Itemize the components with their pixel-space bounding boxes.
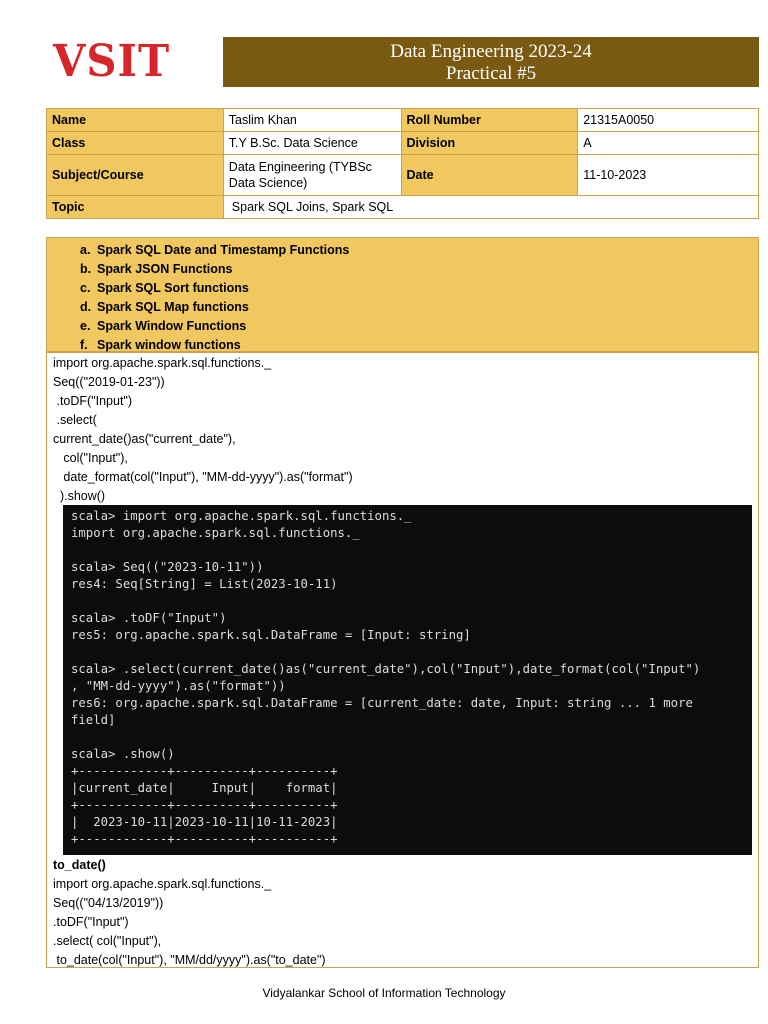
info-row — [47, 109, 759, 132]
topic-value: Spark SQL Joins, Spark SQL — [223, 196, 758, 219]
terminal-line: res4: Seq[String] = List(2023-10-11) — [71, 577, 338, 591]
terminal-line: res6: org.apache.spark.sql.DataFrame = [current_date: date, Input: string ... 1 more — [71, 696, 693, 710]
class-label: Class — [47, 132, 224, 155]
code-line: date_format(col("Input"), "MM-dd-yyyy").as("format") — [53, 470, 353, 484]
terminal-line: import org.apache.spark.sql.functions._ — [71, 526, 360, 540]
terminal-line: res5: org.apache.spark.sql.DataFrame = [Input: string] — [71, 628, 471, 642]
name-value: Taslim Khan — [223, 109, 401, 132]
topic-item: f. Spark window functions — [80, 338, 241, 352]
title-banner — [223, 37, 759, 87]
terminal-line: +------------+----------+----------+ — [71, 764, 338, 778]
vsit-logo: VSIT — [53, 36, 171, 87]
code-line: Seq(("2019-01-23")) — [53, 375, 165, 389]
page-footer: Vidyalankar School of Information Technology — [262, 986, 506, 1000]
topic-item: e. Spark Window Functions — [80, 319, 247, 333]
terminal-line: scala> .select(current_date()as("current_date"),col("Input"),date_format(col("Input") — [71, 662, 701, 676]
code-line: .toDF("Input") — [53, 915, 129, 929]
terminal-line: +------------+----------+----------+ — [71, 832, 338, 846]
subject-label: Subject/Course — [47, 155, 224, 196]
date-value: 11-10-2023 — [578, 155, 759, 196]
course-title: Data Engineering 2023-24 — [390, 41, 592, 62]
code-line: to_date(col("Input"), "MM/dd/yyyy").as("to_date") — [53, 953, 326, 967]
topics-list-box — [46, 237, 759, 352]
terminal-line: scala> Seq(("2023-10-11")) — [71, 560, 264, 574]
topic-item: c. Spark SQL Sort functions — [80, 281, 249, 295]
code-line: import org.apache.spark.sql.functions._ — [53, 356, 272, 370]
date-label: Date — [401, 155, 578, 196]
code-line: .toDF("Input") — [53, 394, 133, 408]
student-info-table — [46, 108, 759, 219]
roll-number-value: 21315A0050 — [578, 109, 759, 132]
terminal-line: scala> .toDF("Input") — [71, 611, 227, 625]
info-row — [47, 196, 759, 219]
name-label: Name — [47, 109, 224, 132]
info-row — [47, 155, 759, 196]
code-content-box — [46, 352, 759, 968]
topic-label: Topic — [47, 196, 224, 219]
division-value: A — [578, 132, 759, 155]
roll-number-label: Roll Number — [401, 109, 578, 132]
class-value: T.Y B.Sc. Data Science — [223, 132, 401, 155]
topic-item: a. Spark SQL Date and Timestamp Functions — [80, 243, 350, 257]
terminal-line: | 2023-10-11|2023-10-11|10-11-2023| — [71, 815, 338, 829]
terminal-line: scala> import org.apache.spark.sql.functions._ — [71, 509, 412, 523]
topics-list — [47, 238, 758, 355]
topic-item: d. Spark SQL Map functions — [80, 300, 249, 314]
subject-value: Data Engineering (TYBSc Data Science) — [223, 155, 401, 196]
code-line: current_date()as("current_date"), — [53, 432, 236, 446]
code-line: col("Input"), — [53, 451, 128, 465]
practical-number: Practical #5 — [445, 63, 537, 84]
info-row — [47, 132, 759, 155]
code-line: import org.apache.spark.sql.functions._ — [53, 877, 272, 891]
terminal-screenshot — [63, 505, 752, 855]
code-line: Seq(("04/13/2019")) — [53, 896, 164, 910]
terminal-line: +------------+----------+----------+ — [71, 798, 338, 812]
terminal-line: |current_date| Input| format| — [71, 781, 338, 795]
terminal-line: scala> .show() — [71, 747, 175, 761]
section-heading: to_date() — [53, 858, 106, 872]
terminal-line: field] — [71, 713, 116, 727]
division-label: Division — [401, 132, 578, 155]
code-line: .select( col("Input"), — [53, 934, 162, 948]
terminal-line: , "MM-dd-yyyy").as("format")) — [71, 679, 286, 693]
topic-item: b. Spark JSON Functions — [80, 262, 233, 276]
code-line: .select( — [53, 413, 97, 427]
code-line: ).show() — [53, 489, 106, 503]
